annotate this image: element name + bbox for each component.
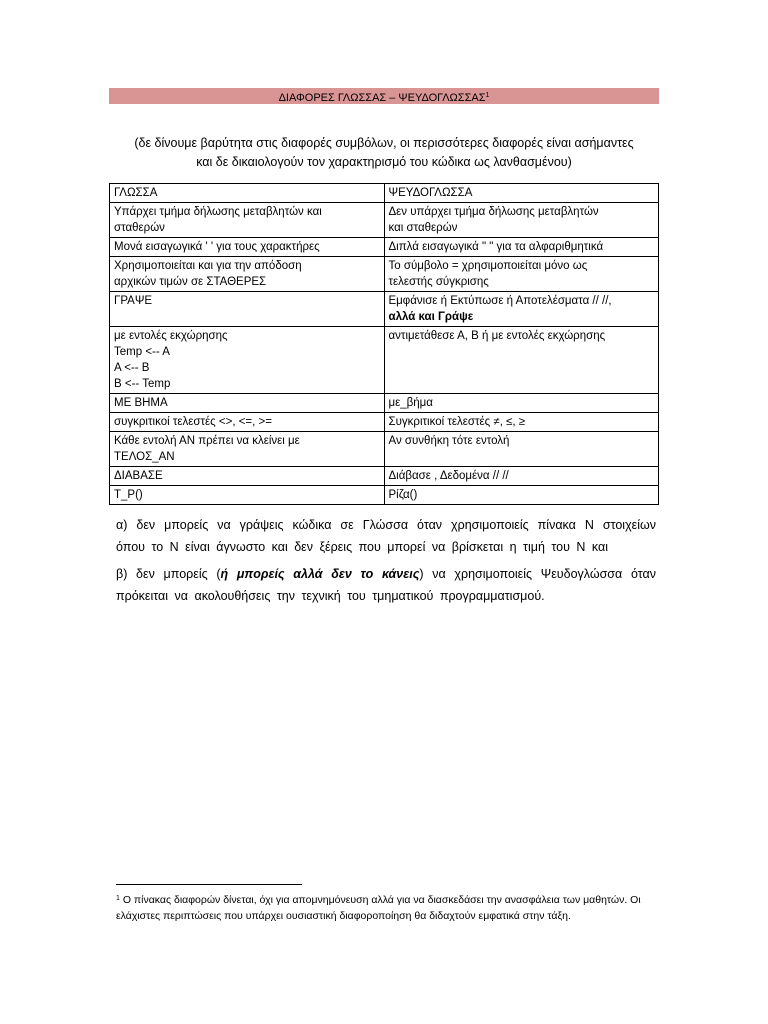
cell-pseudoglossa <box>384 327 659 394</box>
header-glossa: ΓΛΩΣΣΑ <box>110 184 385 203</box>
cell-glossa <box>110 292 385 327</box>
cell-line: με_βήμα <box>388 397 433 409</box>
footnote-text: Ο πίνακας διαφορών δίνεται, όχι για απομνημόνευση αλλά για να διασκεδάσει την ανασφάλεια των μαθητών. Οι ελάχιστες περιπτώσεις που υπάρχει ουσιαστική διαφοροποίηση θα διδαχτούν εμφατικά στην τάξη. <box>116 894 641 922</box>
paragraph-b <box>116 563 656 607</box>
table-row <box>110 238 659 257</box>
cell-glossa <box>110 238 385 257</box>
cell-line: Τ_Ρ() <box>114 489 143 501</box>
cell-line: Διπλά εισαγωγικά " " για τα αλφαριθμητικά <box>388 241 604 253</box>
table-row <box>110 203 659 238</box>
cell-line: Temp <-- A <box>114 346 170 358</box>
cell-line: Υπάρχει τμήμα δήλωσης μεταβλητών και <box>114 206 322 218</box>
table-row <box>110 432 659 467</box>
paragraph-b-suffix: ) να χρησιμοποιείς Ψευδογλώσσα όταν πρόκειται να ακολουθήσεις την τεχνική του τμηματικού προγραμματισμού. <box>116 567 656 603</box>
cell-line: με εντολές εκχώρησης <box>114 330 228 342</box>
cell-line: Αν συνθήκη τότε εντολή <box>388 435 510 447</box>
cell-line: Συγκριτικοί τελεστές ≠, ≤, ≥ <box>388 416 526 428</box>
cell-line: αρχικών τιμών σε ΣΤΑΘΕΡΕΣ <box>114 276 267 288</box>
cell-pseudoglossa <box>384 432 659 467</box>
cell-pseudoglossa <box>384 467 659 486</box>
cell-line: B <-- Temp <box>114 378 171 390</box>
cell-line: συγκριτικοί τελεστές <>, <=, >= <box>114 416 272 428</box>
cell-line: ΔΙΑΒΑΣΕ <box>114 470 163 482</box>
title-text: ΔΙΑΦΟΡΕΣ ΓΛΩΣΣΑΣ – ΨΕΥΔΟΓΛΩΣΣΑΣ <box>278 92 486 104</box>
page-title <box>109 88 659 104</box>
cell-line: σταθερών <box>114 222 165 234</box>
cell-line: Χρησιμοποιείται και για την απόδοση <box>114 260 302 272</box>
paragraph-a: α) δεν μπορείς να γράψεις κώδικα σε Γλώσσα όταν χρησιμοποιείς πίνακα Ν στοιχείων όπου το Ν είναι άγνωστο και δεν ξέρεις που μπορεί να βρίσκεται η τιμή του Ν και <box>116 518 656 554</box>
intro-line-1: (δε δίνουμε βαρύτητα στις διαφορές συμβόλων, οι περισσότερες διαφορές είναι ασήμαντες <box>134 136 634 150</box>
paragraph-b-emphasis: ή μπορείς αλλά δεν το κάνεις <box>220 567 420 581</box>
cell-line: ΤΕΛΟΣ_ΑΝ <box>114 451 175 463</box>
table-row <box>110 394 659 413</box>
table-row <box>110 257 659 292</box>
comparison-table <box>109 183 659 505</box>
cell-pseudoglossa <box>384 486 659 505</box>
cell-line: αντιμετάθεσε Α, Β ή με εντολές εκχώρησης <box>388 330 606 342</box>
cell-glossa <box>110 467 385 486</box>
cell-pseudoglossa <box>384 257 659 292</box>
cell-pseudoglossa <box>384 238 659 257</box>
cell-line: Ρίζα() <box>388 489 418 501</box>
cell-line: Μονά εισαγωγικά ' ' για τους χαρακτήρες <box>114 241 320 253</box>
cell-pseudoglossa <box>384 413 659 432</box>
cell-glossa <box>110 203 385 238</box>
cell-line: και σταθερών <box>388 222 458 234</box>
cell-pseudoglossa <box>384 394 659 413</box>
table-row <box>110 413 659 432</box>
cell-line: ΜΕ ΒΗΜΑ <box>114 397 168 409</box>
header-pseudoglossa: ΨΕΥΔΟΓΛΩΣΣΑ <box>384 184 659 203</box>
footnote-divider <box>116 884 302 885</box>
table-header-row <box>110 184 659 203</box>
footnote <box>116 891 656 924</box>
cell-pseudoglossa <box>384 292 659 327</box>
cell-line: αλλά και Γράψε <box>388 311 474 323</box>
intro-note <box>109 134 659 172</box>
cell-glossa <box>110 394 385 413</box>
cell-line: τελεστής σύγκρισης <box>388 276 489 288</box>
table-row <box>110 467 659 486</box>
cell-line: Δεν υπάρχει τμήμα δήλωσης μεταβλητών <box>388 206 599 218</box>
cell-line: Το σύμβολο = χρησιμοποιείται μόνο ως <box>388 260 588 272</box>
title-footnote-ref[interactable]: 1 <box>485 92 490 99</box>
intro-line-2: και δε δικαιολογούν τον χαρακτηρισμό του κώδικα ως λανθασμένου) <box>196 155 572 169</box>
cell-line: Διάβασε , Δεδομένα // // <box>388 470 509 482</box>
table-row <box>110 486 659 505</box>
cell-pseudoglossa <box>384 203 659 238</box>
cell-glossa <box>110 432 385 467</box>
cell-line: A <-- B <box>114 362 150 374</box>
table-row <box>110 292 659 327</box>
cell-glossa <box>110 486 385 505</box>
cell-glossa <box>110 327 385 394</box>
cell-glossa <box>110 257 385 292</box>
footnote-marker: 1 <box>116 895 120 902</box>
paragraph-b-prefix: β) δεν μπορείς ( <box>116 567 221 581</box>
cell-line: Κάθε εντολή ΑΝ πρέπει να κλείνει με <box>114 435 300 447</box>
cell-line: Εμφάνισε ή Εκτύπωσε ή Αποτελέσματα // //, <box>388 295 612 307</box>
cell-glossa <box>110 413 385 432</box>
table-row <box>110 327 659 394</box>
cell-line: ΓΡΑΨΕ <box>114 295 153 307</box>
